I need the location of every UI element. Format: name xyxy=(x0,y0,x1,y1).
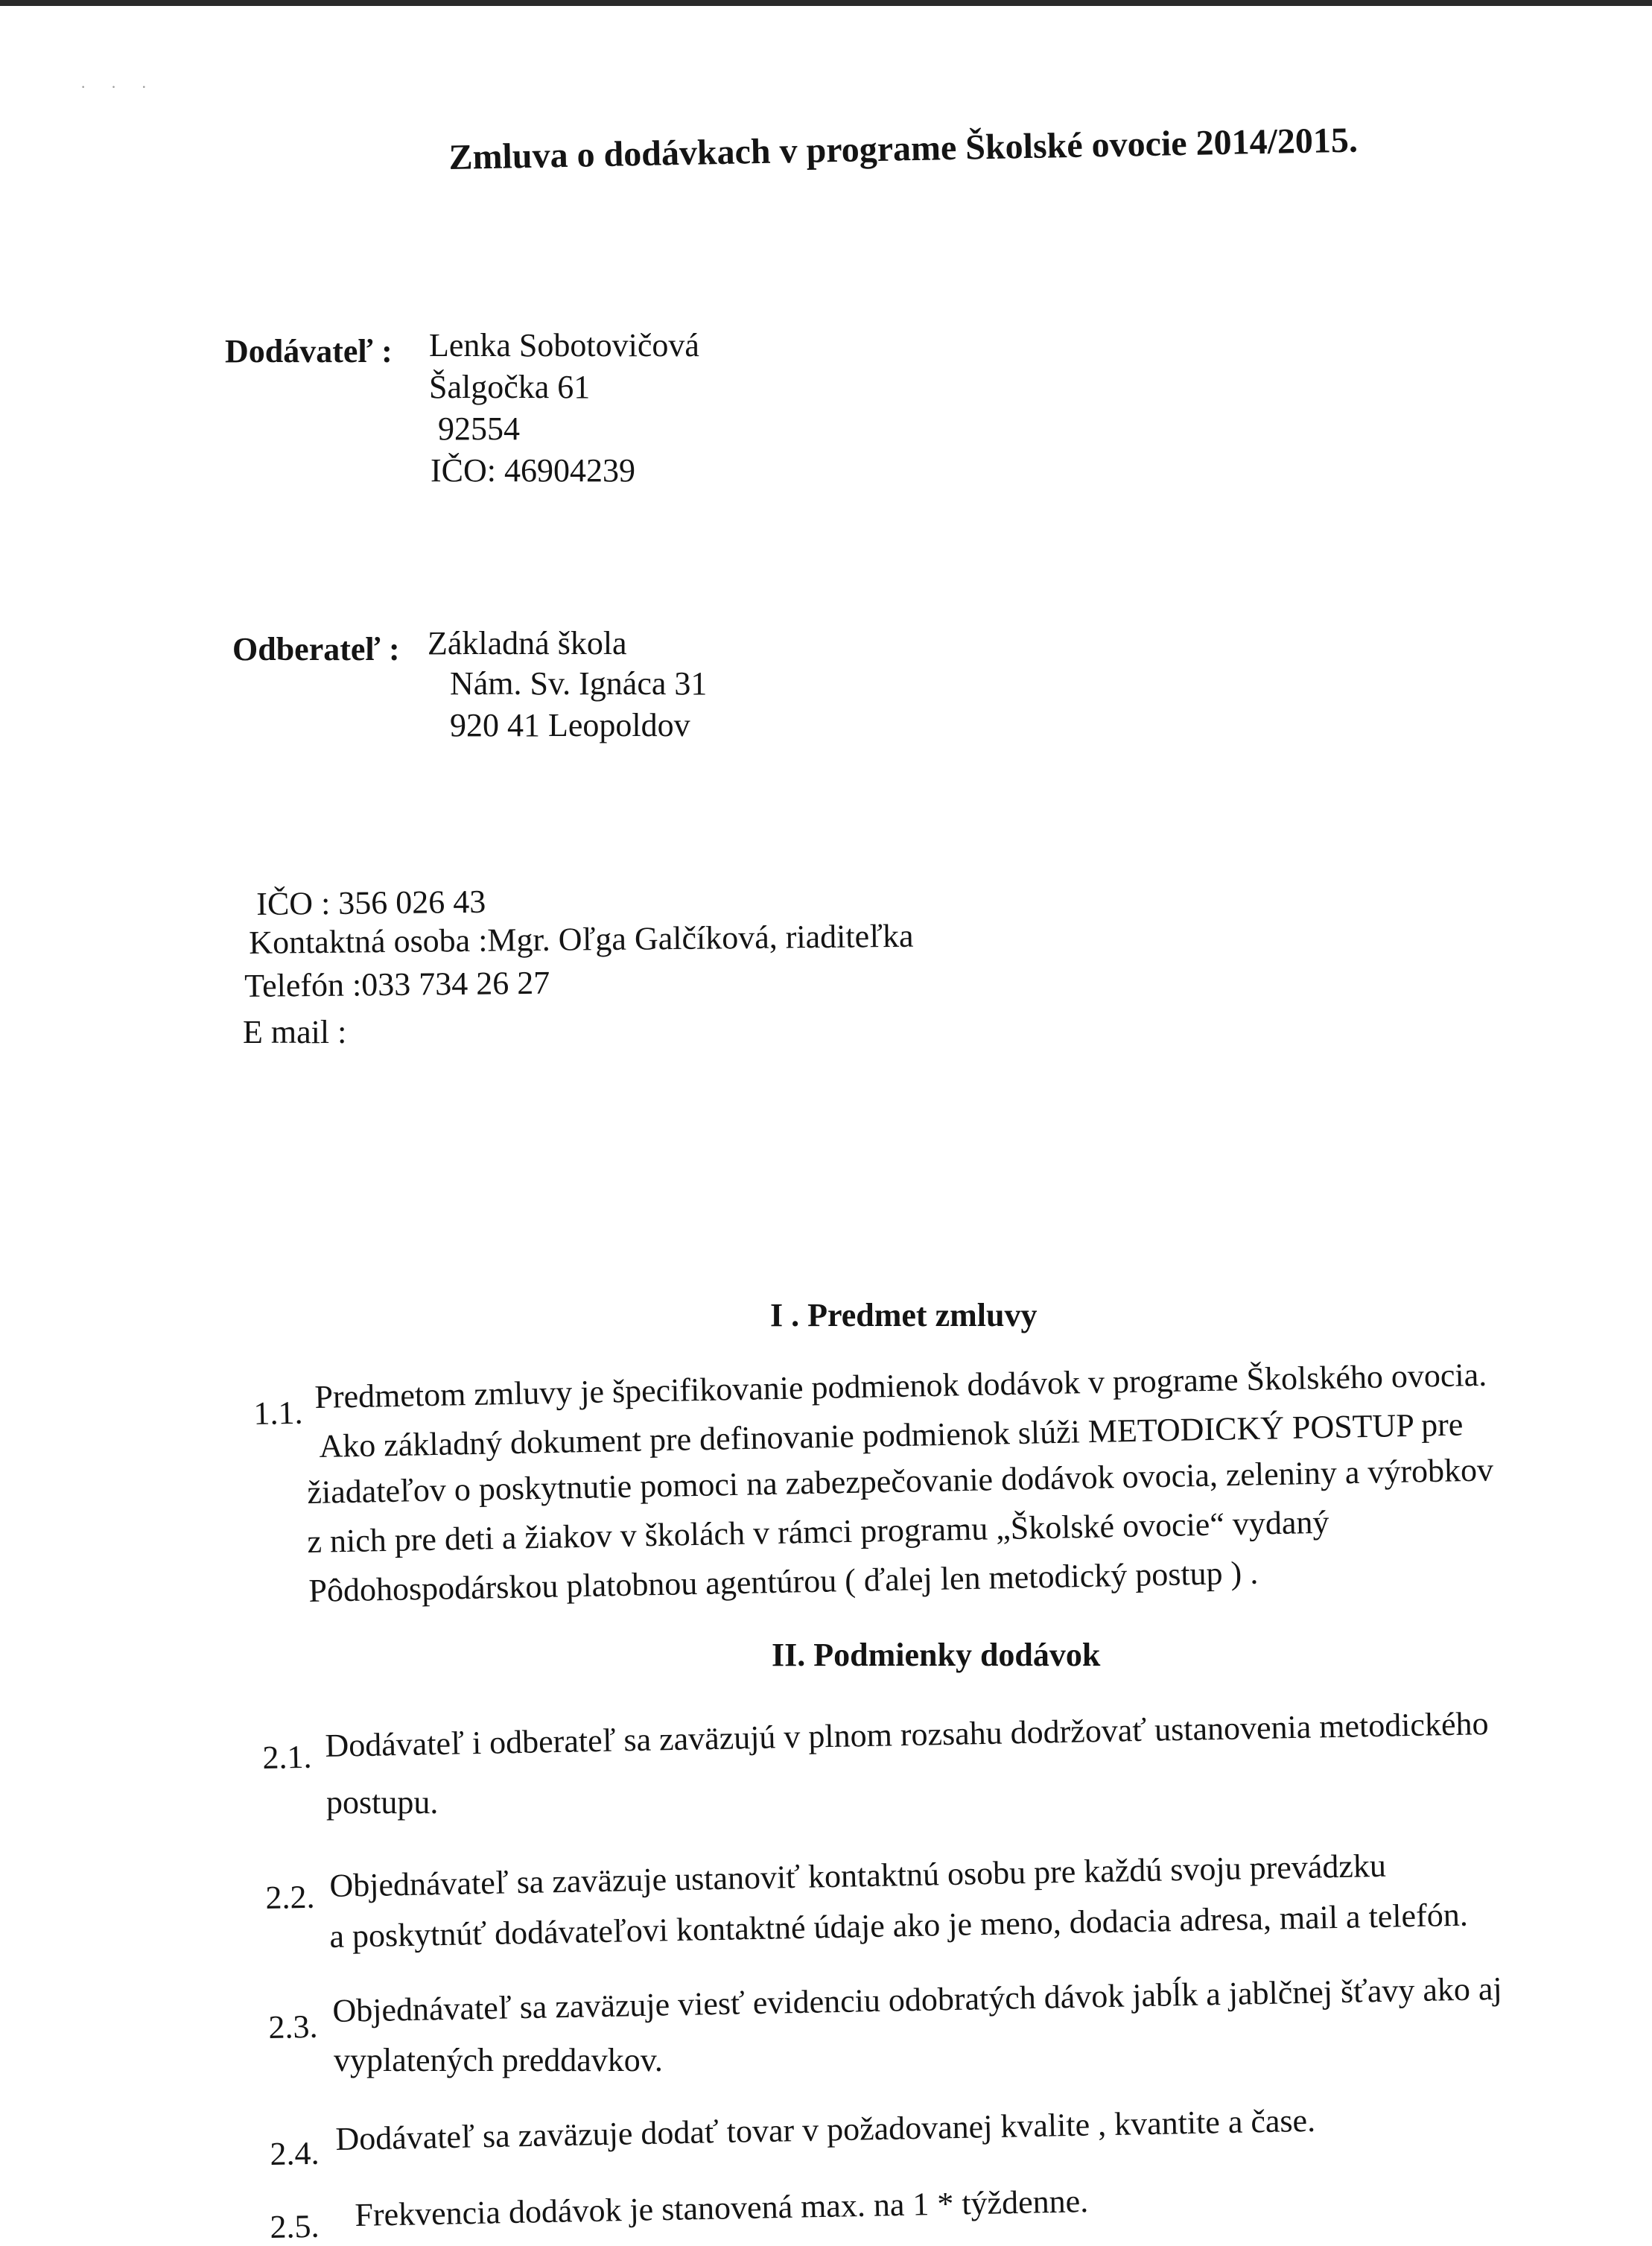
item-2-2-line: Objednávateľ sa zaväzuje ustanoviť kontaktnú osobu pre každú svoju prevádzku xyxy=(329,1847,1387,1904)
item-2-4-line: Dodávateľ sa zaväzuje dodať tovar v požadovanej kvalite , kvantite a čase. xyxy=(335,2101,1316,2157)
supplier-street: Šalgočka 61 xyxy=(429,369,591,405)
contact-email: E mail : xyxy=(243,1014,347,1050)
document-title: Zmluva o dodávkach v programe Školské ovocie 2014/2015. xyxy=(448,120,1359,177)
scan-edge xyxy=(0,0,1652,6)
paragraph-1-1-line: žiadateľov o poskytnutie pomoci na zabezpečovanie dodávok ovocia, zeleniny a výrobkov xyxy=(307,1451,1494,1511)
item-2-2-number: 2.2. xyxy=(265,1878,315,1916)
contact-ico: IČO : 356 026 43 xyxy=(256,883,486,922)
paragraph-1-1-line: z nich pre deti a žiakov v školách v rámci programu „Školské ovocie“ vydaný xyxy=(307,1503,1329,1560)
item-2-3-line: vyplatených preddavkov. xyxy=(334,2042,663,2078)
paragraph-1-1-line: Predmetom zmluvy je špecifikovanie podmienok dodávok v programe Školského ovocia. xyxy=(314,1356,1487,1415)
customer-label: Odberateľ : xyxy=(232,631,400,667)
section-1-heading: I . Predmet zmluvy xyxy=(770,1297,1038,1333)
item-2-1-line: Dodávateľ i odberateľ sa zaväzujú v plnom rozsahu dodržovať ustanovenia metodického xyxy=(325,1705,1489,1764)
paragraph-1-1-line: Pôdohospodárskou platobnou agentúrou ( ďalej len metodický postup ) . xyxy=(308,1554,1259,1609)
item-2-5-number: 2.5. xyxy=(270,2207,320,2245)
supplier-name: Lenka Sobotovičová xyxy=(429,327,699,364)
scan-noise: · · · xyxy=(80,77,157,96)
item-2-1-line: postupu. xyxy=(326,1784,439,1821)
item-2-5-line: Frekvencia dodávok je stanovená max. na 1 * týždenne. xyxy=(355,2183,1089,2233)
paragraph-1-1-number: 1.1. xyxy=(253,1394,303,1432)
paragraph-1-1-line: Ako základný dokument pre definovanie podmienok slúži METODICKÝ POSTUP pre xyxy=(319,1406,1464,1465)
customer-city: 920 41 Leopoldov xyxy=(450,707,690,743)
item-2-1-number: 2.1. xyxy=(262,1738,312,1776)
item-2-3-number: 2.3. xyxy=(268,2008,318,2046)
section-2-heading: II. Podmienky dodávok xyxy=(772,1637,1101,1673)
supplier-ico: IČO: 46904239 xyxy=(431,452,635,489)
supplier-label: Dodávateľ : xyxy=(225,333,393,369)
supplier-zip: 92554 xyxy=(438,410,520,447)
contact-phone: Telefón :033 734 26 27 xyxy=(244,964,550,1004)
item-2-4-number: 2.4. xyxy=(270,2134,320,2172)
item-2-2-line: a poskytnúť dodávateľovi kontaktné údaje ako je meno, dodacia adresa, mail a telefón. xyxy=(329,1896,1469,1955)
item-2-3-line: Objednávateľ sa zaväzuje viesť evidenciu odobratých dávok jabĺk a jablčnej šťavy ako aj xyxy=(332,1970,1503,2029)
customer-name: Základná škola xyxy=(428,625,627,662)
customer-street: Nám. Sv. Ignáca 31 xyxy=(450,665,708,702)
contact-person: Kontaktná osoba :Mgr. Oľga Galčíková, riaditeľka xyxy=(249,917,914,961)
